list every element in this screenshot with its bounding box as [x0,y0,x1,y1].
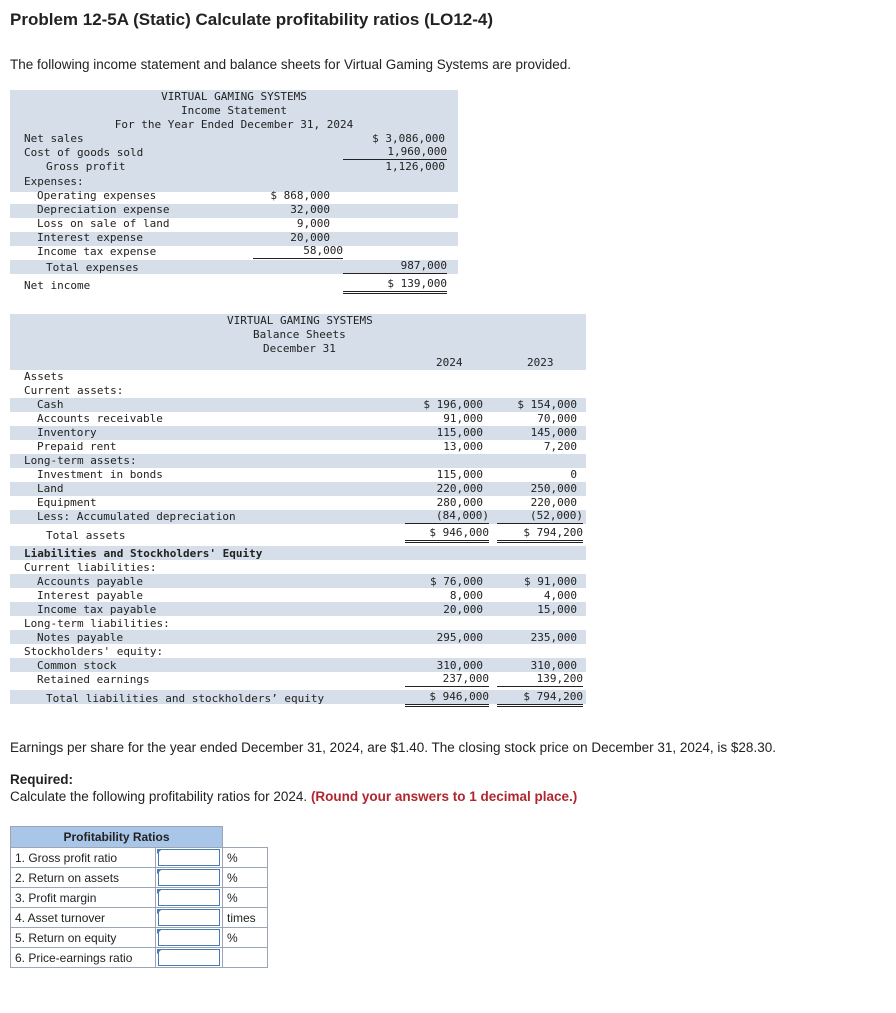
is-expenses-label: Expenses: [24,175,84,188]
is-cogs-label: Cost of goods sold [24,146,144,159]
bs-row-label: Income tax payable [37,603,157,616]
table-row [11,928,268,948]
is-cogs: 1,960,000 [343,145,447,160]
return-on-equity-input[interactable] [158,929,220,946]
bs-liab-equity-label: Liabilities and Stockholders' Equity [24,547,263,560]
ratio-unit [223,948,268,968]
bs-equity-label: Stockholders' equity: [24,645,164,658]
price-earnings-ratio-input[interactable] [158,949,220,966]
intro-text: The following income statement and balance sheets for Virtual Gaming Systems are provided. [10,57,572,72]
is-net-income: $ 139,000 [343,277,447,294]
expense-value: 9,000 [296,217,330,230]
bs-value-2024: 8,000 [449,589,483,602]
bs-value-2024: 220,000 [436,482,483,495]
bs-value-2023: 70,000 [537,412,577,425]
expense-label: Depreciation expense [37,203,170,216]
bs-row-label: Interest payable [37,589,143,602]
bs-row-label: Prepaid rent [37,440,117,453]
bs-row-label: Equipment [37,496,97,509]
bs-current-liab-label: Current liabilities: [24,561,157,574]
expense-label: Income tax expense [37,245,157,258]
bs-name: Balance Sheets [253,328,346,341]
bs-value-2023: $ 91,000 [524,575,577,588]
is-total-expenses: 987,000 [343,259,447,274]
bs-common-stock-2023: 310,000 [530,659,577,672]
bs-value-2024: (84,000) [405,509,489,524]
expense-value: 32,000 [290,203,330,216]
bs-value-2023: 4,000 [543,589,577,602]
ratio-label: 1. Gross profit ratio [11,848,156,868]
bs-row-label: Land [37,482,64,495]
calc-text: Calculate the following profitability ratios for 2024. [10,789,308,804]
bs-total-assets-2024: $ 946,000 [405,526,489,543]
bs-current-assets-label: Current assets: [24,384,124,397]
bs-value-2024: $ 76,000 [430,575,483,588]
bs-retained-2024: 237,000 [405,672,489,687]
bs-row-label: Investment in bonds [37,468,163,481]
asset-turnover-input[interactable] [158,909,220,926]
bs-value-2023: (52,000) [497,509,583,524]
table-row [11,868,268,888]
bs-value-2024: 20,000 [443,603,483,616]
bs-value-2023: 7,200 [543,440,577,453]
cell-marker-icon [157,949,162,954]
gross-profit-ratio-input[interactable] [158,849,220,866]
is-total-expenses-label: Total expenses [46,261,139,274]
is-net-sales: $ 3,086,000 [372,132,445,145]
is-period: For the Year Ended December 31, 2024 [114,118,354,131]
is-gross-profit: 1,126,000 [385,160,445,173]
is-company: VIRTUAL GAMING SYSTEMS [161,90,307,103]
is-net-income-label: Net income [24,279,91,292]
ratio-unit: % [223,888,268,908]
bs-value-2023: 220,000 [530,496,577,509]
bs-col-2023: 2023 [527,356,554,369]
bs-total-le-2023: $ 794,200 [497,690,583,707]
ratios-header: Profitability Ratios [11,827,223,848]
ratio-unit: % [223,868,268,888]
bs-value-2024: $ 196,000 [423,398,483,411]
bs-row-label: Less: Accumulated depreciation [37,510,236,523]
bs-retained-2023: 139,200 [497,672,583,687]
problem-title: Problem 12-5A (Static) Calculate profitability ratios (LO12-4) [10,10,494,29]
bs-total-assets-label: Total assets [46,529,126,542]
table-row [11,888,268,908]
bs-notes-payable-label: Notes payable [37,631,124,644]
bs-row-label: Cash [37,398,64,411]
bs-row-label: Accounts payable [37,575,143,588]
is-net-sales-label: Net sales [24,132,84,145]
bs-value-2024: 280,000 [436,496,483,509]
bs-row-label: Accounts receivable [37,412,163,425]
round-note: (Round your answers to 1 decimal place.) [310,789,578,804]
bs-common-stock-label: Common stock [37,659,117,672]
cell-marker-icon [157,889,162,894]
expense-value: 20,000 [290,231,330,244]
bs-row-label: Inventory [37,426,97,439]
expense-value: $ 868,000 [270,189,330,202]
ratio-label: 5. Return on equity [11,928,156,948]
bs-total-le-2024: $ 946,000 [405,690,489,707]
bs-value-2023: 15,000 [537,603,577,616]
cell-marker-icon [157,869,162,874]
return-on-assets-input[interactable] [158,869,220,886]
bs-value-2024: 115,000 [436,426,483,439]
expense-value: 58,000 [253,244,343,259]
table-row [11,948,268,968]
ratio-label: 4. Asset turnover [11,908,156,928]
bs-value-2023: 0 [570,468,577,481]
calc-instruction [10,789,577,804]
ratio-unit: % [223,928,268,948]
profitability-ratios-table [10,826,268,968]
ratio-label: 3. Profit margin [11,888,156,908]
expense-label: Interest expense [37,231,143,244]
bs-common-stock-2024: 310,000 [436,659,483,672]
expense-label: Loss on sale of land [37,217,170,230]
table-row [11,848,268,868]
bs-long-term-liab-label: Long-term liabilities: [24,617,170,630]
cell-marker-icon [157,929,162,934]
bs-col-2024: 2024 [436,356,463,369]
eps-text: Earnings per share for the year ended December 31, 2024, are $1.40. The closing stock price on December 31, 2024, is $28.30. [10,740,776,755]
bs-value-2024: 91,000 [443,412,483,425]
cell-marker-icon [157,849,162,854]
bs-company: VIRTUAL GAMING SYSTEMS [227,314,373,327]
bs-assets-label: Assets [24,370,64,383]
bs-notes-payable-2024: 295,000 [436,631,483,644]
bs-value-2024: 13,000 [443,440,483,453]
profit-margin-input[interactable] [158,889,220,906]
expense-label: Operating expenses [37,189,157,202]
bs-date: December 31 [263,342,336,355]
bs-total-assets-2023: $ 794,200 [497,526,583,543]
bs-value-2023: 145,000 [530,426,577,439]
ratio-unit: % [223,848,268,868]
is-name: Income Statement [181,104,287,117]
ratio-label: 2. Return on assets [11,868,156,888]
bs-long-term-assets-label: Long-term assets: [24,454,137,467]
is-gross-profit-label: Gross profit [46,160,126,173]
ratio-unit: times [223,908,268,928]
bs-total-le-label: Total liabilities and stockholders’ equity [46,692,325,705]
bs-retained-label: Retained earnings [37,673,150,686]
required-label: Required: [10,772,74,787]
table-row [11,908,268,928]
cell-marker-icon [157,909,162,914]
bs-value-2024: 115,000 [436,468,483,481]
bs-value-2023: 250,000 [530,482,577,495]
bs-value-2023: $ 154,000 [517,398,577,411]
ratio-label: 6. Price-earnings ratio [11,948,156,968]
bs-notes-payable-2023: 235,000 [530,631,577,644]
